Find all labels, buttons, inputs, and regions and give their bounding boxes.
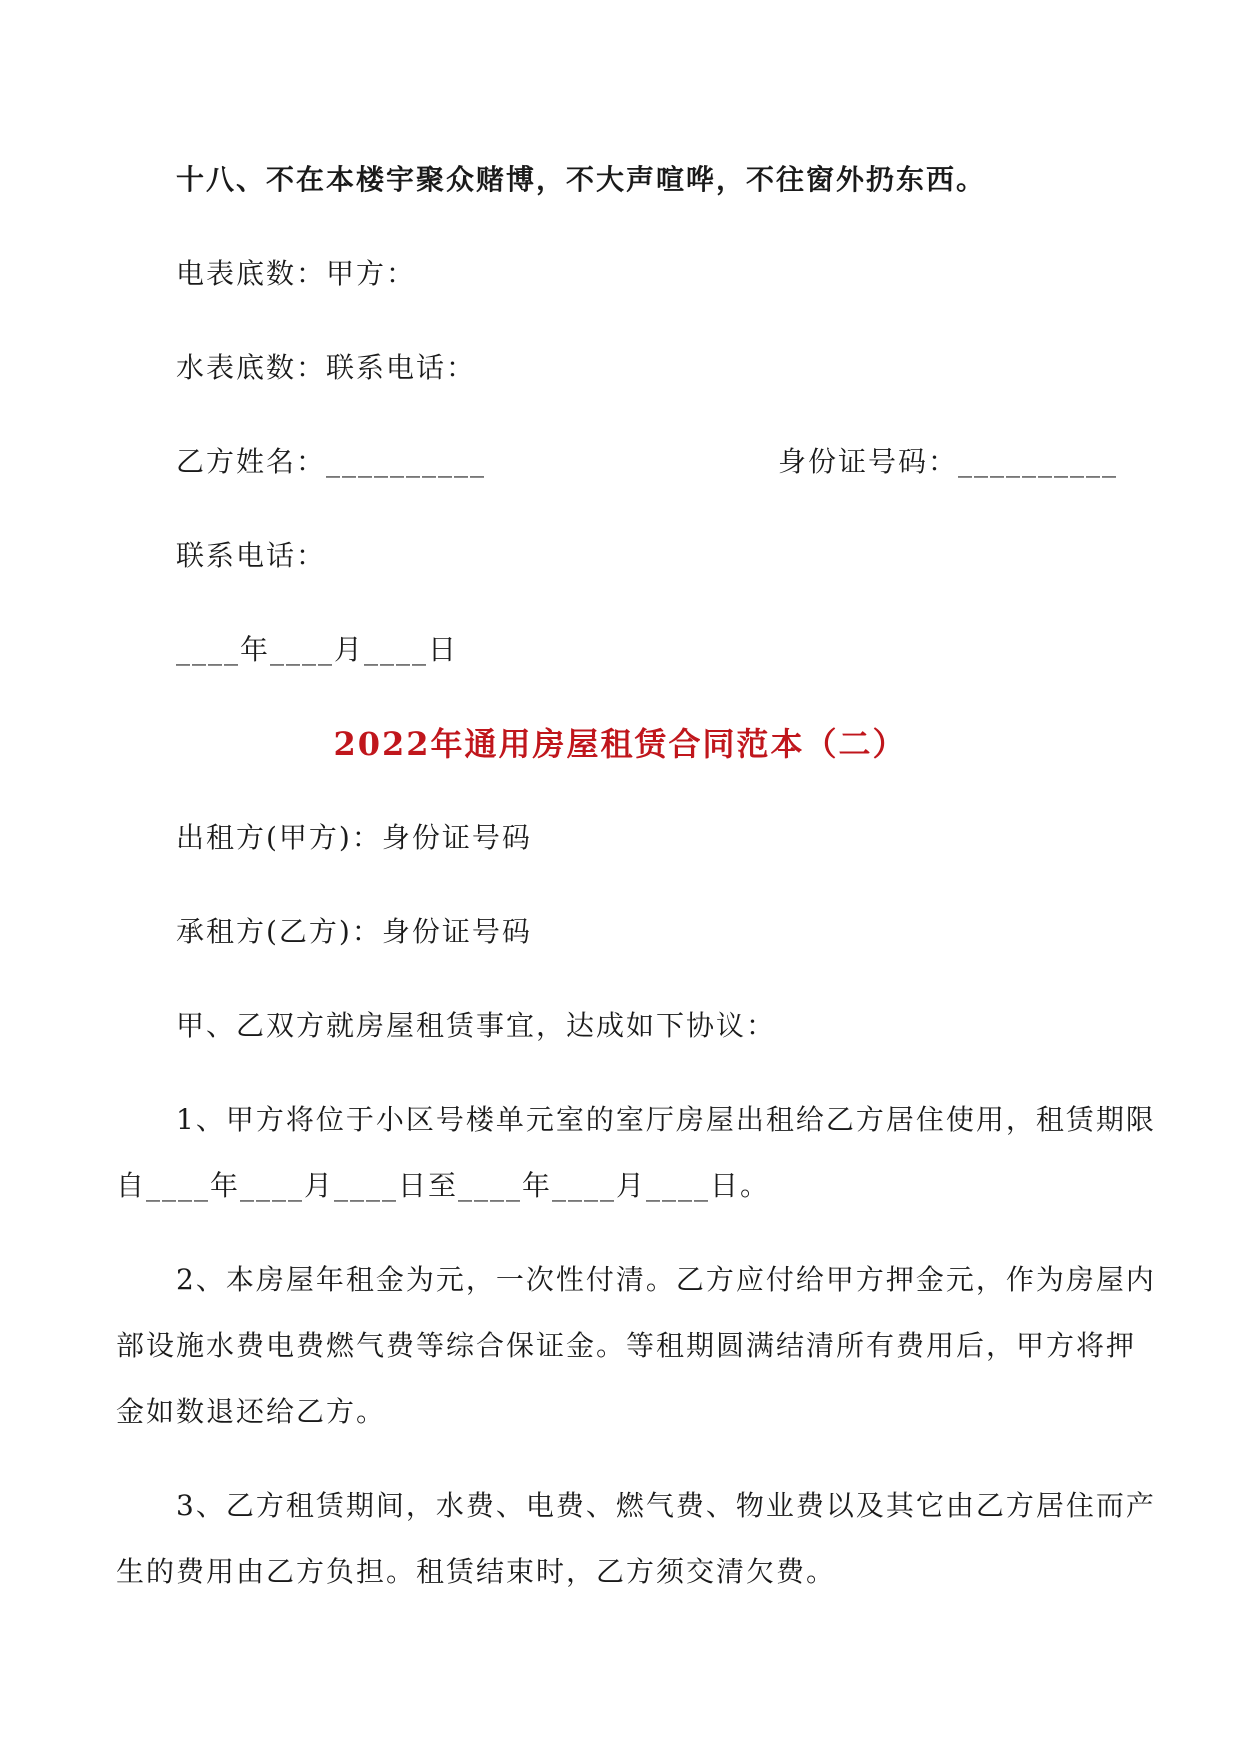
water-meter-line: 水表底数：联系电话： bbox=[176, 351, 477, 384]
clause-3-line-1: 3、乙方租赁期间，水费、电费、燃气费、物业费以及其它由乙方居住而产 bbox=[176, 1489, 1156, 1522]
clause-2-line-3: 金如数退还给乙方。 bbox=[116, 1395, 387, 1428]
clause-2-line-2: 部设施水费电费燃气费等综合保证金。等租期圆满结清所有费用后，甲方将押 bbox=[116, 1329, 1137, 1362]
tenant-name-field: 乙方姓名：__________ bbox=[176, 445, 487, 478]
rule-18-text: 十八、不在本楼宇聚众赌博，不大声喧哗，不往窗外扔东西。 bbox=[176, 163, 987, 196]
intro-line: 甲、乙双方就房屋租赁事宜，达成如下协议： bbox=[176, 1009, 777, 1042]
contract-title: 2022年通用房屋租赁合同范本（二） bbox=[333, 725, 907, 763]
clause-1-line-1: 1、甲方将位于小区号楼单元室的室厅房屋出租给乙方居住使用，租赁期限 bbox=[176, 1103, 1156, 1136]
id-number-field: 身份证号码：__________ bbox=[777, 445, 1118, 478]
clause-3-line-2: 生的费用由乙方负担。租赁结束时，乙方须交清欠费。 bbox=[116, 1555, 837, 1588]
contact-phone-line: 联系电话： bbox=[176, 539, 327, 572]
lessor-line: 出租方(甲方)：身份证号码 bbox=[176, 821, 532, 854]
date-line: ____年____月____日 bbox=[176, 633, 459, 666]
lessee-line: 承租方(乙方)：身份证号码 bbox=[176, 915, 532, 948]
clause-1-line-2: 自____年____月____日至____年____月____日。 bbox=[116, 1169, 771, 1202]
electric-meter-line: 电表底数：甲方： bbox=[176, 257, 417, 290]
clause-2-line-1: 2、本房屋年租金为元，一次性付清。乙方应付给甲方押金元，作为房屋内 bbox=[176, 1263, 1156, 1296]
